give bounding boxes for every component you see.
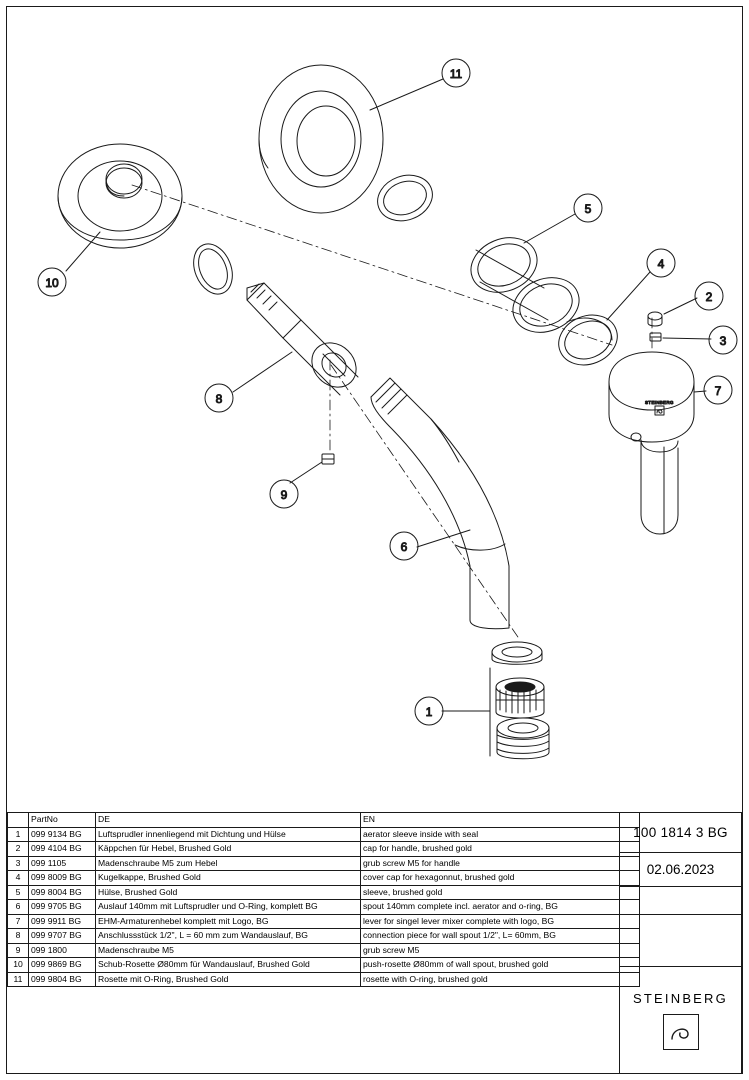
cell-en: grub screw M5	[361, 943, 640, 958]
title-block-blank-row-1	[620, 887, 741, 915]
svg-text:11: 11	[449, 67, 463, 81]
cell-part_no: 099 4104 BG	[29, 842, 96, 857]
drawing-date: 02.06.2023	[620, 853, 741, 887]
cell-no: 10	[8, 958, 29, 973]
cell-de: Auslauf 140mm mit Luftsprudler und O-Ring, komplett BG	[96, 900, 361, 915]
axis-lines	[132, 185, 652, 640]
svg-text:1: 1	[425, 705, 433, 719]
steinberg-logo-mark	[655, 406, 664, 415]
cell-de: Käppchen für Hebel, Brushed Gold	[96, 842, 361, 857]
cell-de: Hülse, Brushed Gold	[96, 885, 361, 900]
cell-part_no: 099 8009 BG	[29, 871, 96, 886]
cell-part_no: 099 9134 BG	[29, 827, 96, 842]
cell-de: Kugelkappe, Brushed Gold	[96, 871, 361, 886]
part-7-lever	[609, 352, 694, 534]
parts-table	[7, 812, 640, 987]
cell-en: grub screw M5 for handle	[361, 856, 640, 871]
brand-logo	[620, 967, 741, 1073]
cell-part_no: 099 9705 BG	[29, 900, 96, 915]
table-row	[8, 929, 640, 944]
cell-de: Madenschraube M5	[96, 943, 361, 958]
cell-no: 9	[8, 943, 29, 958]
cell-no: 2	[8, 842, 29, 857]
cell-part_no: 099 9869 BG	[29, 958, 96, 973]
cell-part_no: 099 9707 BG	[29, 929, 96, 944]
part-6-spout	[371, 378, 509, 629]
table-row	[8, 856, 640, 871]
cell-de: Rosette mit O-Ring, Brushed Gold	[96, 972, 361, 987]
cell-en: lever for singel lever mixer complete with logo, BG	[361, 914, 640, 929]
part-4-cover-cap	[551, 307, 625, 374]
table-row	[8, 914, 640, 929]
steinberg-mark-icon	[663, 1014, 699, 1050]
brand-name: STEINBERG	[633, 990, 728, 1006]
svg-text:4: 4	[657, 257, 665, 271]
cell-no: 6	[8, 900, 29, 915]
svg-text:3: 3	[719, 334, 727, 348]
cell-en: aerator sleeve inside with seal	[361, 827, 640, 842]
part-10-push-rosette	[58, 144, 182, 248]
cell-en: connection piece for wall spout 1/2", L= 60mm, BG	[361, 929, 640, 944]
cell-no: 5	[8, 885, 29, 900]
part-oring-rosette	[187, 238, 240, 300]
part-1-aerator-assembly	[492, 642, 549, 759]
cell-part_no: 099 1800	[29, 943, 96, 958]
cell-en: push-rosette Ø80mm of wall spout, brushed gold	[361, 958, 640, 973]
cell-en: cap for handle, brushed gold	[361, 842, 640, 857]
table-row	[8, 827, 640, 842]
header-de: DE	[96, 813, 361, 828]
cell-part_no: 099 8004 BG	[29, 885, 96, 900]
cell-de: Luftsprudler innenliegend mit Dichtung und Hülse	[96, 827, 361, 842]
cell-de: Schub-Rosette Ø80mm für Wandauslauf, Brushed Gold	[96, 958, 361, 973]
title-block-blank-row-2	[620, 915, 741, 967]
cell-no: 7	[8, 914, 29, 929]
cell-en: spout 140mm complete incl. aerator and o-ring, BG	[361, 900, 640, 915]
svg-text:7: 7	[714, 384, 722, 398]
header-en: EN	[361, 813, 640, 828]
table-row	[8, 871, 640, 886]
svg-text:8: 8	[215, 392, 223, 406]
title-block	[619, 812, 742, 1074]
cell-no: 3	[8, 856, 29, 871]
part-11-rosette	[259, 65, 383, 213]
header-part-no: PartNo	[29, 813, 96, 828]
svg-text:10: 10	[45, 276, 59, 290]
table-row	[8, 900, 640, 915]
leader-lines	[66, 79, 711, 756]
cell-en: rosette with O-ring, brushed gold	[361, 972, 640, 987]
table-header-row	[8, 813, 640, 828]
part-9-grub-screw	[322, 454, 334, 464]
part-11-oring	[371, 168, 439, 228]
svg-text:6: 6	[400, 540, 408, 554]
svg-text:2: 2	[705, 290, 713, 304]
article-number: 100 1814 3 BG	[620, 813, 741, 853]
cell-no: 1	[8, 827, 29, 842]
svg-text:9: 9	[280, 488, 288, 502]
table-row	[8, 958, 640, 973]
table-row	[8, 972, 640, 987]
table-row	[8, 943, 640, 958]
part-2-cap-handle	[648, 312, 662, 326]
table-row	[8, 842, 640, 857]
part-5-sleeve	[463, 228, 588, 342]
cell-no: 8	[8, 929, 29, 944]
cell-de: EHM-Armaturenhebel komplett mit Logo, BG	[96, 914, 361, 929]
part-8-connection-piece	[247, 283, 365, 396]
cell-part_no: 099 1105	[29, 856, 96, 871]
cell-de: Madenschraube M5 zum Hebel	[96, 856, 361, 871]
header-no	[8, 813, 29, 828]
cell-en: cover cap for hexagonnut, brushed gold	[361, 871, 640, 886]
balloon-group	[38, 59, 737, 725]
cell-en: sleeve, brushed gold	[361, 885, 640, 900]
cell-de: Anschlussstück 1/2", L = 60 mm zum Wandauslauf, BG	[96, 929, 361, 944]
cell-part_no: 099 9911 BG	[29, 914, 96, 929]
svg-text:5: 5	[584, 202, 592, 216]
steinberg-logo-text: STEINBERG	[645, 400, 674, 405]
cell-no: 4	[8, 871, 29, 886]
table-row	[8, 885, 640, 900]
cell-no: 11	[8, 972, 29, 987]
cell-part_no: 099 9804 BG	[29, 972, 96, 987]
